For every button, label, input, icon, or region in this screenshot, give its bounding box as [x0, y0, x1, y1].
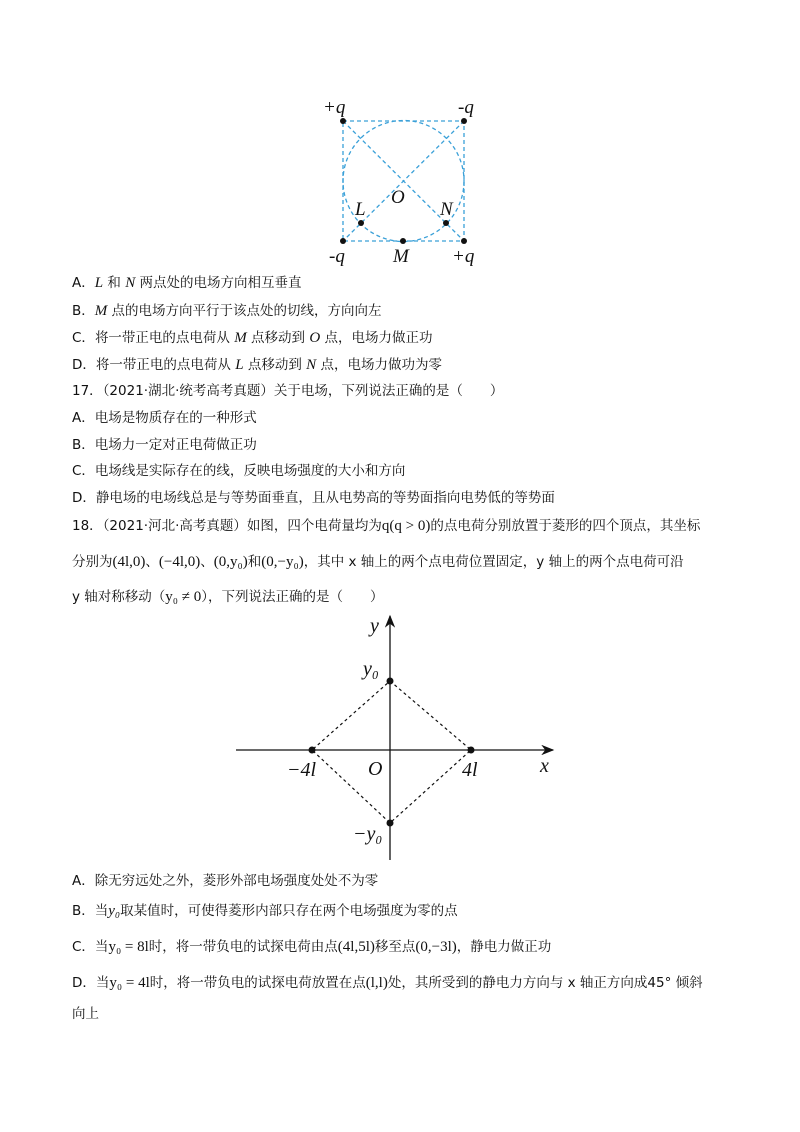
label-N: N	[440, 199, 453, 220]
charge-dot-br	[461, 238, 467, 244]
label-tr-charge: -q	[458, 97, 474, 118]
charge-dot-tl	[340, 118, 346, 124]
point-N-dot	[443, 220, 449, 226]
q17-option-b: B．电场力一定对正电荷做正功	[72, 437, 257, 453]
label-tl-charge: +q	[323, 97, 346, 118]
square-charge-figure	[0, 0, 800, 270]
label-L: L	[355, 199, 366, 220]
charge-dot-bl	[340, 238, 346, 244]
q16-option-c: C．将一带正电的点电荷从 M 点移动到 O 点，电场力做正功	[72, 330, 433, 346]
q18-stem-line3: y 轴对称移动（y₀ ≠ 0），下列说法正确的是（ ）	[72, 589, 384, 605]
x-axis-label: x	[540, 755, 549, 777]
y0-label: y₀	[363, 658, 379, 680]
rhombus-outline	[312, 681, 471, 823]
neg-4l-label: −4l	[287, 759, 317, 781]
q17-option-c: C．电场线是实际存在的线，反映电场强度的大小和方向	[72, 463, 406, 479]
q17-option-d: D．静电场的电场线总是与等势面垂直，且从电势高的等势面指向电势低的等势面	[72, 490, 555, 506]
q16-option-b: B．M 点的电场方向平行于该点处的切线，方向向左	[72, 303, 382, 319]
4l-label: 4l	[462, 759, 478, 781]
charge-dot-right	[468, 747, 475, 754]
label-br-charge: +q	[452, 246, 475, 267]
q18-stem-line2: 分别为(4l,0)、(−4l,0)、(0,y₀)和(0,−y₀)，其中 x 轴上的两个点电荷位置固定，y 轴上的两个点电荷可沿	[72, 554, 684, 570]
neg-y0-label: −y₀	[353, 823, 383, 845]
q17-stem: 17．（2021·湖北·统考高考真题）关于电场，下列说法正确的是（ ）	[72, 383, 504, 399]
point-L-dot	[358, 220, 364, 226]
charge-dot-top	[387, 678, 394, 685]
y-axis-label: y	[370, 615, 379, 637]
q16-option-d: D．将一带正电的点电荷从 L 点移动到 N 点，电场力做功为零	[72, 357, 442, 373]
q18-option-d: D．当y₀ = 4l时，将一带负电的试探电荷放置在点(l,l)处，其所受到的静电力方向与 x 轴正方向成45° 倾斜	[72, 975, 703, 991]
q17-option-a: A．电场是物质存在的一种形式	[72, 410, 257, 426]
point-M-dot	[400, 238, 406, 244]
label-bl-charge: -q	[329, 246, 345, 267]
charge-dot-left	[309, 747, 316, 754]
q18-option-c: C．当y₀ = 8l时，将一带负电的试探电荷由点(4l,5l)移至点(0,−3l)，静电力做正功	[72, 939, 552, 955]
origin-label: O	[368, 758, 383, 780]
rhombus-axes-figure	[0, 610, 800, 870]
q18-stem-line1: 18．（2021·河北·高考真题）如图，四个电荷量均为q(q > 0)的点电荷分别放置于菱形的四个顶点，其坐标	[72, 518, 701, 534]
q18-option-a: A．除无穷远处之外，菱形外部电场强度处处不为零	[72, 873, 379, 889]
q18-option-b: B．当y₀取某值时，可使得菱形内部只存在两个电场强度为零的点	[72, 903, 458, 919]
label-M: M	[393, 246, 409, 267]
q18-option-d-continued: 向上	[72, 1006, 99, 1022]
charge-dot-bottom	[387, 820, 394, 827]
charge-dot-tr	[461, 118, 467, 124]
q16-option-a: A．L 和 N 两点处的电场方向相互垂直	[72, 275, 302, 291]
label-O: O	[391, 187, 405, 208]
